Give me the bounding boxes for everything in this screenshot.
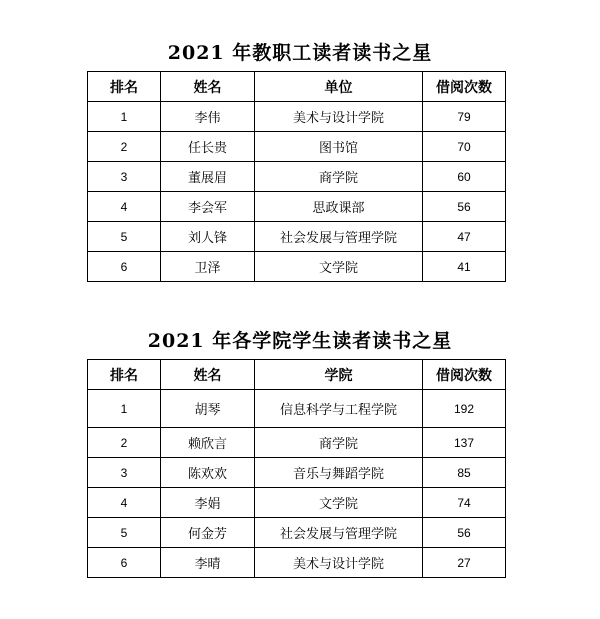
table-row [88, 222, 506, 252]
rank-cell: 3 [88, 458, 161, 488]
table-row [88, 102, 506, 132]
staff-readers-table [87, 71, 506, 282]
college-cell: 社会发展与管理学院 [255, 518, 423, 548]
unit-cell: 思政课部 [255, 192, 423, 222]
count-cell: 79 [423, 102, 506, 132]
table-row [88, 548, 506, 578]
unit-cell: 文学院 [255, 252, 423, 282]
name-cell: 卫泽 [161, 252, 255, 282]
college-cell: 音乐与舞蹈学院 [255, 458, 423, 488]
table-row [88, 192, 506, 222]
header-college: 学院 [255, 360, 423, 390]
name-cell: 刘人锋 [161, 222, 255, 252]
header-rank: 排名 [88, 72, 161, 102]
count-cell: 192 [423, 390, 506, 428]
name-cell: 任长贵 [161, 132, 255, 162]
table2-title: 2021 年各学院学生读者读书之星 [147, 330, 453, 352]
rank-cell: 1 [88, 102, 161, 132]
name-cell: 李娟 [161, 488, 255, 518]
count-cell: 41 [423, 252, 506, 282]
table-row [88, 162, 506, 192]
count-cell: 60 [423, 162, 506, 192]
table-row [88, 132, 506, 162]
name-cell: 赖欣言 [161, 428, 255, 458]
name-cell: 何金芳 [161, 518, 255, 548]
count-cell: 56 [423, 518, 506, 548]
college-cell: 商学院 [255, 428, 423, 458]
name-cell: 李晴 [161, 548, 255, 578]
header-borrow-count: 借阅次数 [423, 360, 506, 390]
rank-cell: 5 [88, 222, 161, 252]
college-cell: 美术与设计学院 [255, 548, 423, 578]
header-unit: 单位 [255, 72, 423, 102]
unit-cell: 社会发展与管理学院 [255, 222, 423, 252]
count-cell: 56 [423, 192, 506, 222]
table-row [88, 252, 506, 282]
count-cell: 27 [423, 548, 506, 578]
unit-cell: 商学院 [255, 162, 423, 192]
college-cell: 信息科学与工程学院 [255, 390, 423, 428]
table-row [88, 428, 506, 458]
student-readers-table [87, 359, 506, 578]
college-cell: 文学院 [255, 488, 423, 518]
count-cell: 70 [423, 132, 506, 162]
header-borrow-count: 借阅次数 [423, 72, 506, 102]
count-cell: 47 [423, 222, 506, 252]
unit-cell: 美术与设计学院 [255, 102, 423, 132]
table1-title: 2021 年教职工读者读书之星 [167, 42, 433, 64]
count-cell: 137 [423, 428, 506, 458]
table-row [88, 458, 506, 488]
table-row [88, 518, 506, 548]
rank-cell: 6 [88, 252, 161, 282]
table-header-row [88, 360, 506, 390]
count-cell: 74 [423, 488, 506, 518]
unit-cell: 图书馆 [255, 132, 423, 162]
name-cell: 陈欢欢 [161, 458, 255, 488]
rank-cell: 5 [88, 518, 161, 548]
rank-cell: 2 [88, 132, 161, 162]
header-rank: 排名 [88, 360, 161, 390]
rank-cell: 4 [88, 192, 161, 222]
name-cell: 李伟 [161, 102, 255, 132]
rank-cell: 4 [88, 488, 161, 518]
table-row [88, 488, 506, 518]
rank-cell: 2 [88, 428, 161, 458]
count-cell: 85 [423, 458, 506, 488]
name-cell: 李会军 [161, 192, 255, 222]
table-header-row [88, 72, 506, 102]
header-name: 姓名 [161, 360, 255, 390]
rank-cell: 6 [88, 548, 161, 578]
header-name: 姓名 [161, 72, 255, 102]
name-cell: 胡琴 [161, 390, 255, 428]
name-cell: 董展眉 [161, 162, 255, 192]
rank-cell: 1 [88, 390, 161, 428]
table-row [88, 390, 506, 428]
rank-cell: 3 [88, 162, 161, 192]
